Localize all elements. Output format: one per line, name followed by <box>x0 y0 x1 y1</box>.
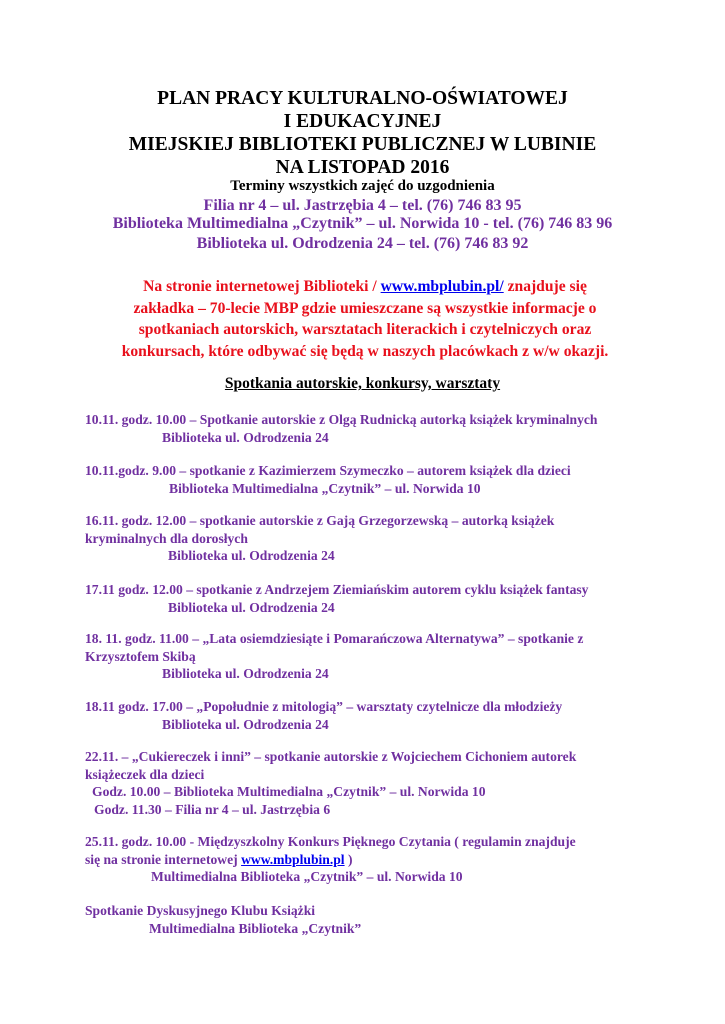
website-link[interactable]: www.mbplubin.pl/ <box>380 278 504 295</box>
event-6 <box>85 698 562 733</box>
website-notice <box>70 276 660 362</box>
event-4 <box>85 581 588 616</box>
event-2 <box>85 462 571 497</box>
notice-text-after-link: znajduje się <box>503 278 587 295</box>
section-title-text: Spotkania autorskie, konkursy, warsztaty <box>224 375 501 392</box>
event-7-session-2: Godz. 11.30 – Filia nr 4 – ul. Jastrzębia 6 <box>94 801 331 817</box>
contact-czytnik: Biblioteka Multimedialna „Czytnik” – ul. Norwida 10 - tel. (76) 746 83 96 <box>112 215 613 232</box>
event-7-session-1: Godz. 10.00 – Biblioteka Multimedialna „Czytnik” – ul. Norwida 10 <box>92 784 486 799</box>
event-2-line-1: 10.11.godz. 9.00 – spotkanie z Kazimierzem Szymeczko – autorem książek dla dzieci <box>85 463 571 478</box>
event-3 <box>85 512 554 565</box>
event-5 <box>85 630 583 683</box>
section-title <box>0 375 725 393</box>
event-2-location: Biblioteka Multimedialna „Czytnik” – ul. Norwida 10 <box>169 480 481 496</box>
event-5-line-1: 18. 11. godz. 11.00 – „Lata osiemdziesiąte i Pomarańczowa Alternatywa” – spotkanie z <box>85 631 584 646</box>
notice-line-4: konkursach, które odbywać się będą w naszych placówkach z w/w okazji. <box>121 342 609 360</box>
event-8-location: Multimedialna Biblioteka „Czytnik” – ul. Norwida 10 <box>151 869 463 884</box>
event-1-line-1: 10.11. godz. 10.00 – Spotkanie autorskie z Olgą Rudnicką autorką książek kryminalnych <box>85 412 598 427</box>
event-3-line-2: kryminalnych dla dorosłych <box>85 530 248 546</box>
event-4-location: Biblioteka ul. Odrodzenia 24 <box>168 599 335 615</box>
notice-line-3: spotkaniach autorskich, warsztatach literackich i czytelniczych oraz <box>138 321 592 338</box>
notice-text-before-link: Na stronie internetowej Biblioteki / <box>143 278 381 295</box>
event-9-line-1: Spotkanie Dyskusyjnego Klubu Książki <box>85 903 316 918</box>
title-line-1: PLAN PRACY KULTURALNO-OŚWIATOWEJ <box>157 88 568 109</box>
subtitle: Terminy wszystkich zajęć do uzgodnienia <box>230 178 495 194</box>
event-7-line-2: książeczek dla dzieci <box>85 766 205 782</box>
event-5-line-2: Krzysztofem Skibą <box>85 648 196 664</box>
title-line-2: I EDUKACYJNEJ <box>283 111 442 132</box>
event-8-line-2: się na stronie internetowej <box>85 851 242 867</box>
event-6-line-1: 18.11 godz. 17.00 – „Popołudnie z mitologią” – warsztaty czytelnicze dla młodzieży <box>85 699 563 714</box>
notice-line-2: zakładka – 70-lecie MBP gdzie umieszczane są wszystkie informacje o <box>133 299 597 317</box>
event-4-line-1: 17.11 godz. 12.00 – spotkanie z Andrzejem Ziemiańskim autorem cyklu książek fantasy <box>85 582 589 597</box>
event-8-line-1: 25.11. godz. 10.00 - Międzyszkolny Konkurs Pięknego Czytania ( regulamin znajduje <box>85 834 576 849</box>
event-5-location: Biblioteka ul. Odrodzenia 24 <box>162 666 329 681</box>
event-7 <box>85 748 576 818</box>
event-8-link-after: ) <box>344 851 353 867</box>
event-3-location: Biblioteka ul. Odrodzenia 24 <box>168 548 335 563</box>
event-1-location: Biblioteka ul. Odrodzenia 24 <box>162 429 329 445</box>
contact-odrodzenia: Biblioteka ul. Odrodzenia 24 – tel. (76) 746 83 92 <box>196 235 529 252</box>
event-6-location: Biblioteka ul. Odrodzenia 24 <box>162 716 329 732</box>
contact-filia-4: Filia nr 4 – ul. Jastrzębia 4 – tel. (76) 746 83 95 <box>203 197 522 214</box>
event-8 <box>85 833 576 886</box>
title-line-4: NA LISTOPAD 2016 <box>275 157 450 178</box>
event-9-location: Multimedialna Biblioteka „Czytnik” <box>149 920 362 936</box>
event-9 <box>85 902 361 937</box>
event-8-website-link[interactable]: www.mbplubin.pl <box>241 851 345 867</box>
event-1 <box>85 411 597 446</box>
title-line-3: MIEJSKIEJ BIBLIOTEKI PUBLICZNEJ W LUBINIE <box>128 134 597 155</box>
event-3-line-1: 16.11. godz. 12.00 – spotkanie autorskie z Gają Grzegorzewską – autorką książek <box>85 513 555 528</box>
event-7-line-1: 22.11. – „Cukiereczek i inni” – spotkanie autorskie z Wojciechem Cichoniem autorek <box>85 749 577 764</box>
